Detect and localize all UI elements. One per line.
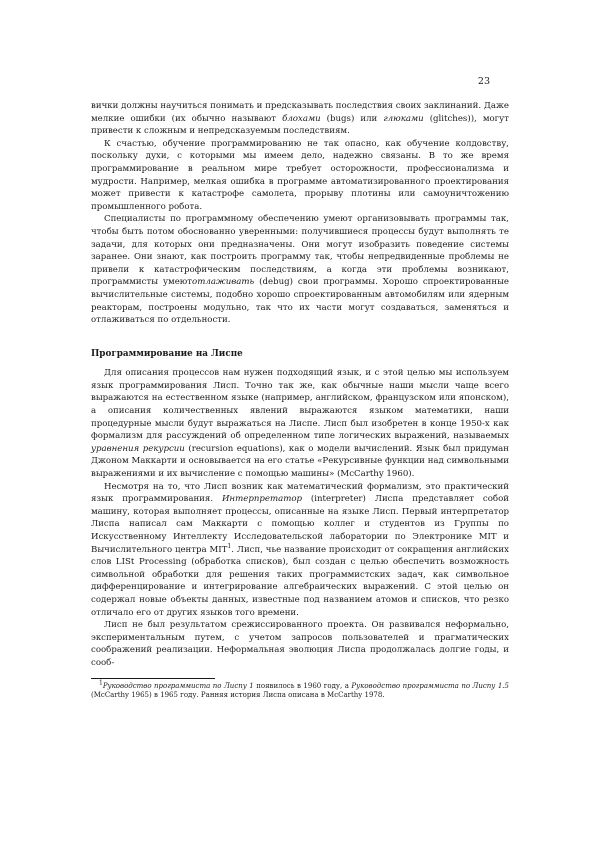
section-p2-text-2: (interpreter) Лиспа представляет собой машину, которая выполняет процессы, описанные на языке Лисп. Первый интерпретатор Лиспа написал сам Маккарти с помощью коллег и студентов из Группы по Искусственному Интеллекту Исследовательской лаборатории по Электронике MIT и Вычислительного центра MIT: [91, 494, 509, 555]
section-paragraph-3: Лисп не был результатом срежиссированного проекта. Он развивался неформально, экспериментальным путем, с учетом запросов пользователей и прагматических соображений реализации. Неформальная эволюция Лиспа продолжалась долгие годы, и сооб-: [91, 620, 509, 668]
section-paragraph-1: [91, 367, 509, 480]
footnote-reference[interactable]: 1: [227, 542, 232, 550]
intro-p1-term-bugs: блохами: [282, 113, 321, 124]
section-paragraph-2: [91, 481, 509, 620]
intro-paragraph-3: [91, 213, 509, 326]
footnote-mark: 1: [99, 679, 103, 687]
section-p1-text-1: Для описания процессов нам нужен подходящий язык, и с этой целью мы используем язык программирования Лисп. Точно так же, как обычные наши мысли чаще всего выражаются на естественном языке (например, английском, французском или японском), а описания количественных явлений выражаются языком математики, наши процедурные мысли будут выражаться на Лиспе. Лисп был изобретен в конце 1950-х как формализм для рассуждений об определенном типе логических выражений, называемых: [91, 368, 509, 442]
intro-p1-text-1: вички должны научиться понимать и предсказывать последствия своих заклинаний. Даже мелкие ошибки (их обычно называют: [91, 101, 509, 124]
intro-paragraph-2: К счастью, обучение программированию не так опасно, как обучение колдовству, поскольку духи, с которыми мы имеем дело, надежно связаны. В то же время программирование в реальном мире требует осторожности, профессионализма и мудрости. Например, мелкая ошибка в программе автоматизированного проектирования может привести к катастрофе самолета, прорыву плотины или самоуничтожению промышленного робота.: [91, 138, 509, 212]
intro-p3-text-2: (debug) свои программы. Хорошо спроектированные вычислительные системы, подобно хорошо спроектированным автомобилям или ядерным реакторам, построены модульно, так что их части могут создаваться, заменяться и отлаживаться по отдельности.: [91, 277, 509, 326]
footnote-title-1: Руководство программиста по Лиспу 1: [102, 681, 254, 690]
intro-p3-term-debug: отлаживать: [192, 277, 255, 288]
intro-paragraph-1: [91, 100, 509, 138]
page-number: 23: [477, 76, 490, 87]
footnote-title-2: Руководство программиста по Лиспу 1.5: [351, 681, 509, 690]
intro-p1-text-2: (bugs) или: [320, 113, 384, 124]
section-p2-term-interpreter: Интерпретатор: [221, 494, 303, 505]
intro-p1-text-3: (glitches)), могут привести к сложным и непредсказуемым последствиям.: [91, 113, 509, 137]
section-p2-text-1: Несмотря на то, что Лисп возник как математический формализм, это практический язык программирования.: [91, 481, 509, 505]
page-body: [91, 100, 509, 700]
intro-p1-term-glitches: глюками: [383, 113, 424, 124]
section-p1-text-2: (recursion equations), как о модели вычислений. Язык был придуман Джоном Маккарти и основывается на его статье «Рекурсивные функции над символьными выражениями и их вычисление с помощью машины» (McCarthy 1960).: [91, 443, 509, 480]
intro-p3-text-1: Специалисты по программному обеспечению умеют организовывать программы так, чтобы быть потом обоснованно уверенными: получившиеся процессы будут выполнять те задачи, для которых они предназначены. Они могут изобразить поведение системы заранее. Они знают, как построить программу так, чтобы непредвиденные проблемы не привели к катастрофическим последствиям, а когда эти проблемы возникают, программисты умеют: [91, 214, 509, 288]
section-heading: Программирование на Лиспе: [91, 348, 243, 359]
section-p2-text-3: . Лисп, чье название происходит от сокращения английских слов LISt Processing (обработка списков), был создан с целью обеспечить возможность символьной обработки для решения таких программистских задач, как символьное дифференцирование и интегрирование алгебраических выражений. С этой целью он содержал новые объекты данных, известные под названием атомов и списков, что резко отличало его от других языков того времени.: [91, 544, 509, 618]
footnote-text-2: (McCarthy 1965) в 1965 году. Ранняя история Лиспа описана в McCarthy 1978.: [91, 690, 385, 699]
footnote-text-1: появилось в 1960 году, а: [253, 681, 352, 690]
section-p1-term-recursion: уравнения рекурсии: [91, 443, 185, 454]
footnote-divider: [91, 678, 215, 679]
footnote: [91, 679, 509, 700]
